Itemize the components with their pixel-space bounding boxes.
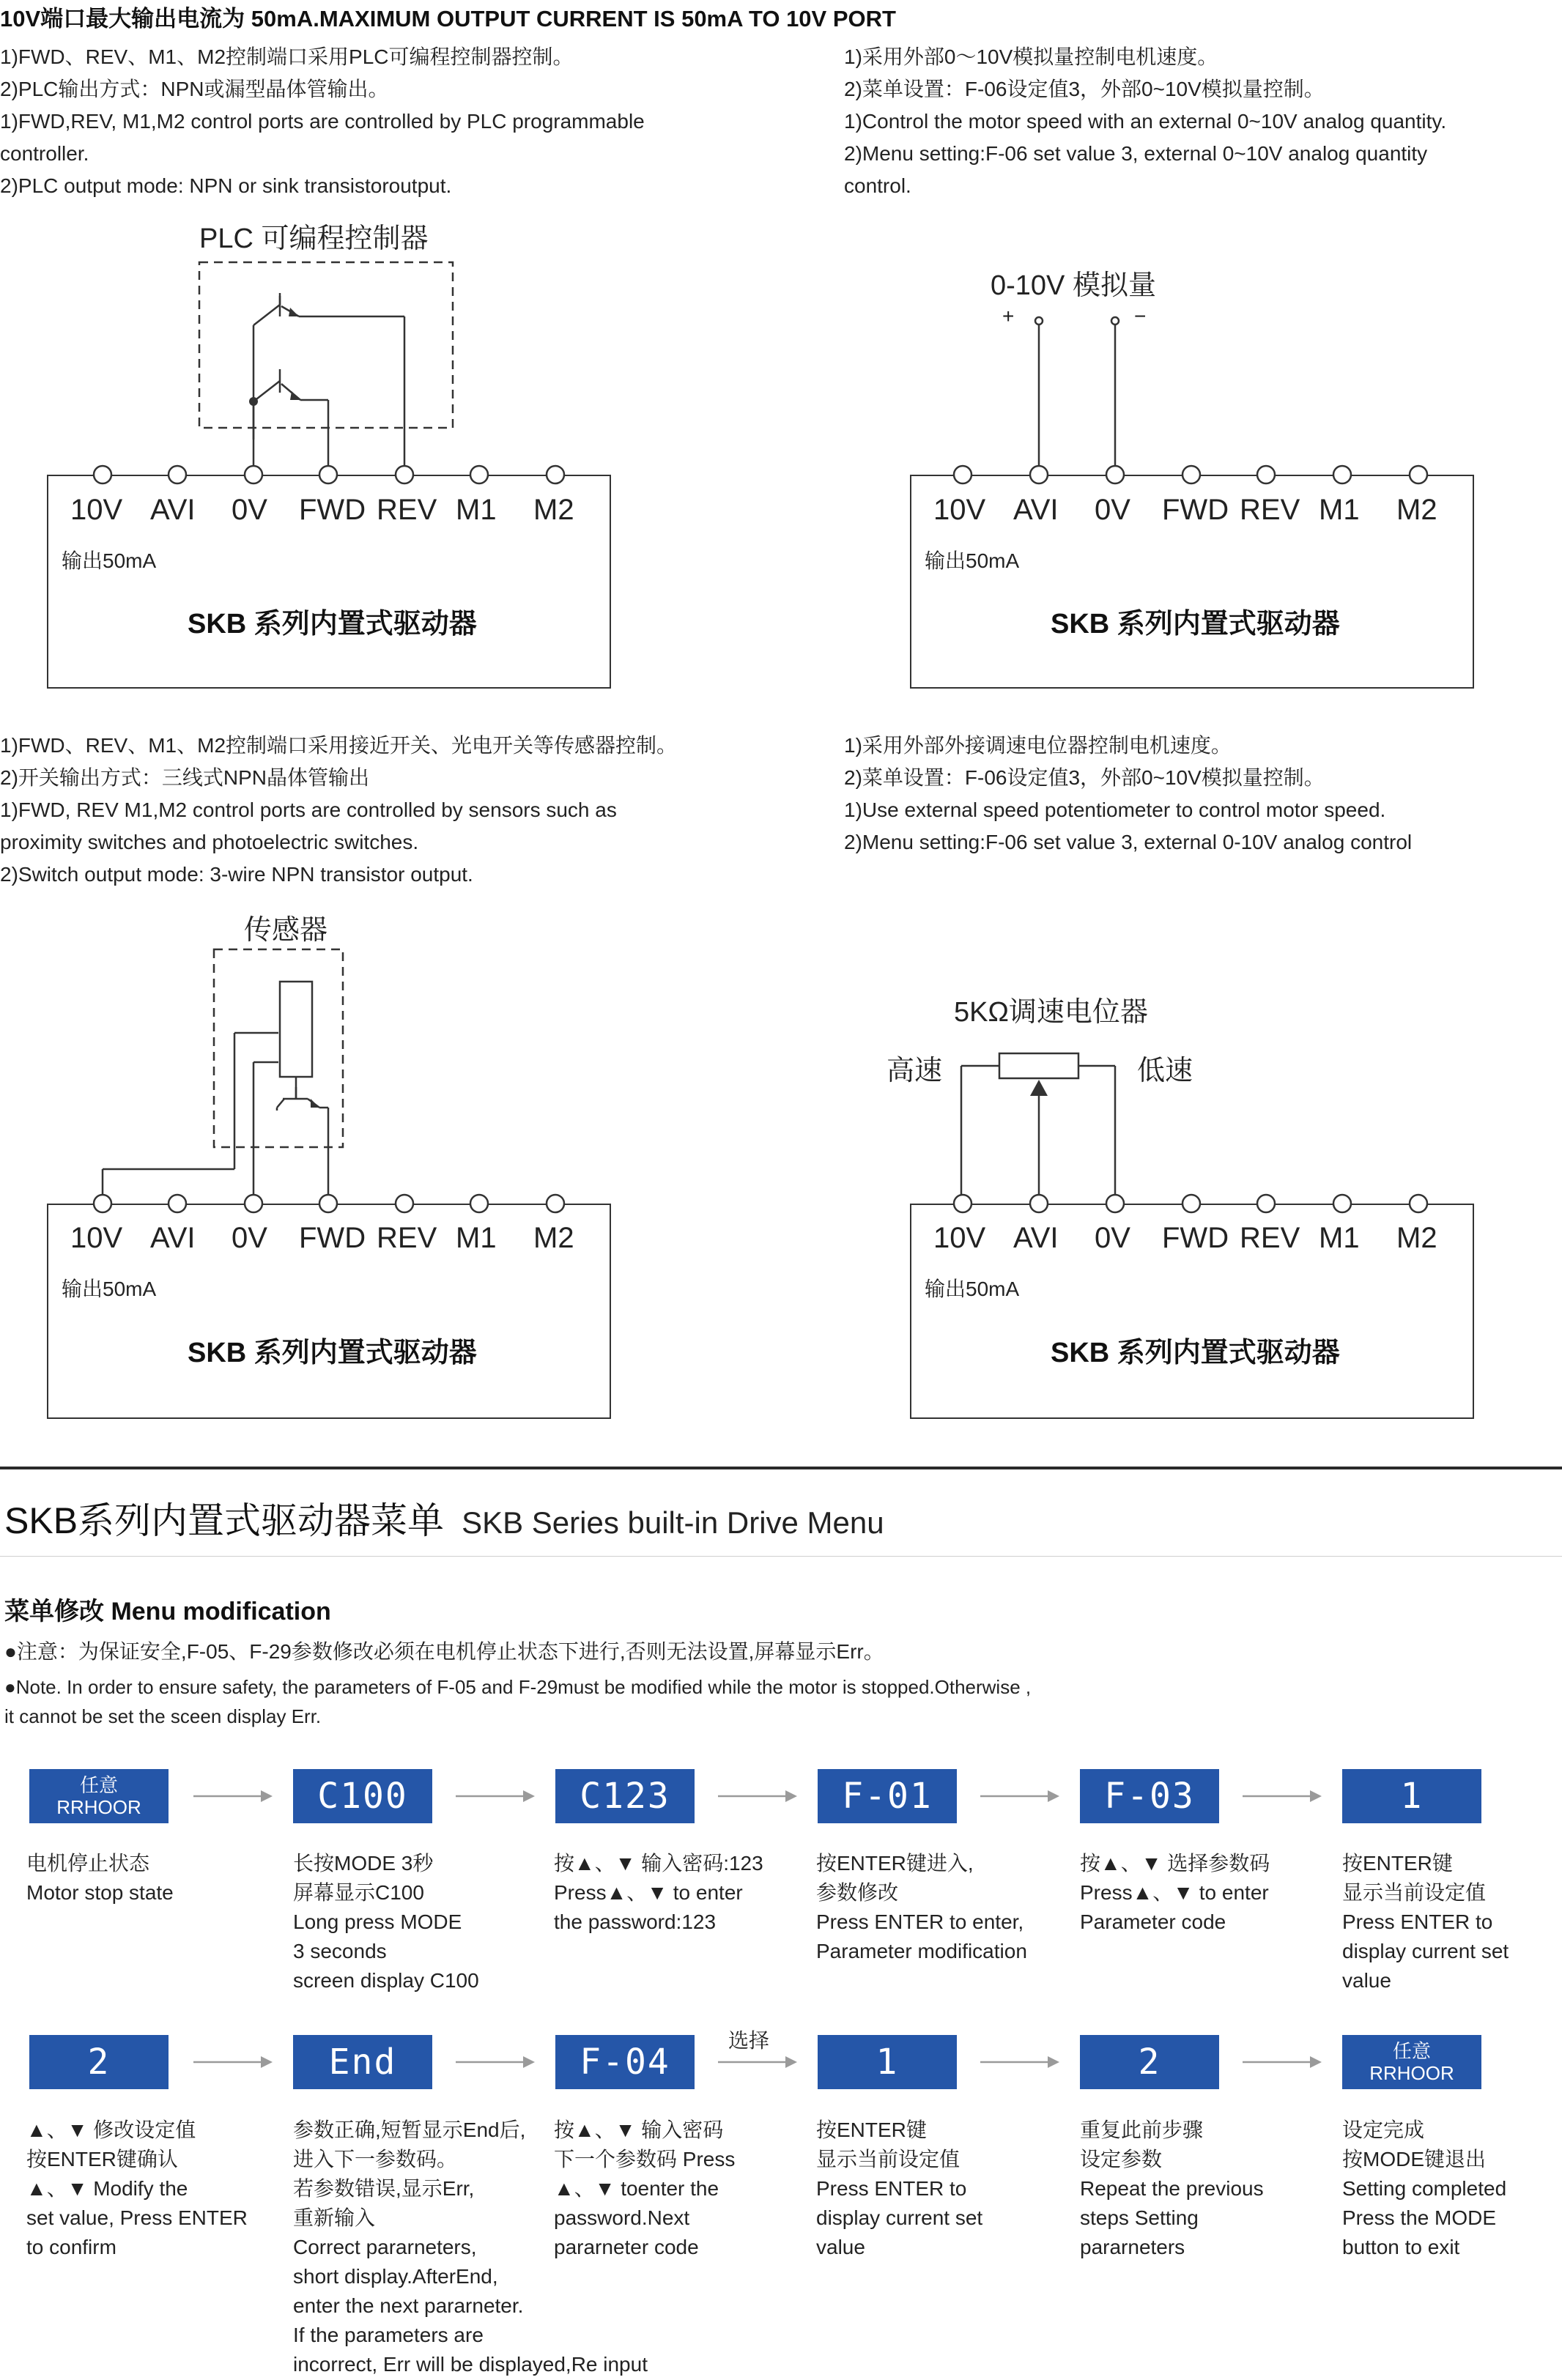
display-c123: C123 (555, 1769, 695, 1823)
driver-title: SKB 系列内置式驱动器 (1051, 609, 1340, 640)
terminal-label: AVI (150, 1222, 196, 1254)
analog-description: 1)采用外部0～10V模拟量控制电机速度。 2)菜单设置：F-06设定值3，外部0~10V模拟量控制。 1)Control the motor speed with an external 0~10V analog quantity. 2)Menu setting:F-06 set value 3, external 0~10V analog quantity control. (844, 45, 1447, 197)
display-f01: F-01 (818, 1769, 957, 1823)
pot-caption: 5KΩ调速电位器 (954, 997, 1148, 1028)
terminal-label: M1 (1319, 494, 1360, 526)
sensor-caption: 传感器 (244, 915, 328, 946)
display-value-2b: 2 (1080, 2035, 1219, 2089)
terminal-label: 0V (232, 1222, 267, 1254)
terminal-label: FWD (299, 494, 366, 526)
menu-section-title: SKB系列内置式驱动器菜单 SKB Series built-in Drive Menu (4, 1500, 884, 1541)
analog-caption: 0-10V 模拟量 (991, 270, 1156, 301)
driver-title: SKB 系列内置式驱动器 (188, 1338, 477, 1368)
terminal-label: REV (377, 494, 437, 526)
terminal-label: AVI (150, 494, 196, 526)
driver-title: SKB 系列内置式驱动器 (188, 609, 477, 640)
note-en-1: ●Note. In order to ensure safety, the parameters of F-05 and F-29must be modified while the motor is stopped.Otherwise , (4, 1676, 1032, 1698)
terminal-label: AVI (1013, 1222, 1059, 1254)
terminal-label: M2 (1396, 1222, 1437, 1254)
step-desc: 长按MODE 3秒 屏幕显示C100 Long press MODE 3 seconds screen display C100 (293, 1852, 479, 1992)
display-value-2: 2 (29, 2035, 169, 2089)
step-desc: 设定完成 按MODE键退出 Setting completed Press the MODE button to exit (1342, 2118, 1507, 2258)
plc-description: 1)FWD、REV、M1、M2控制端口采用PLC可编程控制器控制。 2)PLC输出方式：NPN或漏型晶体管输出。 1)FWD,REV, M1,M2 control ports are controlled by PLC programmable controller. 2)PLC output mode: NPN or sink transistoroutput. (0, 45, 645, 197)
terminal-label: 10V (70, 1222, 123, 1254)
terminal-label: 10V (933, 494, 986, 526)
display-any-exit: 任意 RRHOOR (1342, 2035, 1481, 2089)
menu-subtitle: 菜单修改 Menu modification (4, 1598, 331, 1625)
step-desc: 参数正确,短暂显示End后, 进入下一参数码。 若参数错误,显示Err, 重新输入 Correct pararneters, short display.AfterEnd, enter the next pararneter. If the parameters are incorrect, Err will be displayed,Re input (293, 2118, 648, 2376)
terminal-label: M2 (533, 1222, 574, 1254)
terminal-label: M1 (456, 494, 497, 526)
terminal-label: M1 (456, 1222, 497, 1254)
step-desc: 按▲、▼ 输入密码 下一个参数码 Press ▲、▼ toenter the password.Next pararneter code (554, 2118, 736, 2258)
display-c100: C100 (293, 1769, 432, 1823)
output-current-label: 输出50mA (925, 1278, 1020, 1300)
display-end: End (293, 2035, 432, 2089)
step-desc: 按ENTER键 显示当前设定值 Press ENTER to display current set value (1342, 1852, 1509, 1992)
terminal-label: FWD (1162, 494, 1229, 526)
terminal-label: FWD (299, 1222, 366, 1254)
terminal-label: 10V (70, 494, 123, 526)
arrow-select-label: 选择 (728, 2029, 770, 2052)
driver-title: SKB 系列内置式驱动器 (1051, 1338, 1340, 1368)
output-current-label: 输出50mA (62, 1278, 157, 1300)
minus-label: − (1134, 305, 1147, 327)
terminal-label: M2 (533, 494, 574, 526)
terminal-label: 0V (1095, 1222, 1130, 1254)
page-title: 10V端口最大输出电流为 50mA.MAXIMUM OUTPUT CURRENT IS 50mA TO 10V PORT (0, 6, 896, 31)
step-desc: 按▲、▼ 输入密码:123 Press▲、▼ to enter the password:123 (554, 1852, 763, 1933)
terminal-label: REV (1240, 494, 1300, 526)
terminal-label: REV (1240, 1222, 1300, 1254)
display-value-1: 1 (1342, 1769, 1481, 1823)
terminal-label: REV (377, 1222, 437, 1254)
output-current-label: 输出50mA (62, 549, 157, 572)
low-speed-label: 低速 (1137, 1056, 1193, 1086)
display-f03: F-03 (1080, 1769, 1219, 1823)
note-cn: ●注意：为保证安全,F-05、F-29参数修改必须在电机停止状态下进行,否则无法设置,屏幕显示Err。 (4, 1640, 884, 1663)
sensor-description: 1)FWD、REV、M1、M2控制端口采用接近开关、光电开关等传感器控制。 2)开关输出方式：三线式NPN晶体管输出 1)FWD, REV M1,M2 control ports are controlled by sensors such as proximity switches and photoelectric switches. 2)Switch output mode: 3-wire NPN transistor output. (0, 734, 678, 886)
terminal-label: FWD (1162, 1222, 1229, 1254)
step-desc: 按▲、▼ 选择参数码 Press▲、▼ to enter Parameter code (1080, 1852, 1270, 1933)
step-desc: 重复此前步骤 设定参数 Repeat the previous steps Setting pararneters (1080, 2118, 1264, 2258)
display-any: 任意 RRHOOR (29, 1769, 169, 1823)
terminal-label: 0V (1095, 494, 1130, 526)
terminal-label: M2 (1396, 494, 1437, 526)
step-desc: 按ENTER键 显示当前设定值 Press ENTER to display current set value (816, 2118, 983, 2258)
display-f04: F-04 (555, 2035, 695, 2089)
pot-description: 1)采用外部外接调速电位器控制电机速度。 2)菜单设置：F-06设定值3，外部0~10V模拟量控制。 1)Use external speed potentiometer to control motor speed. 2)Menu setting:F-06 set value 3, external 0-10V analog control (844, 734, 1413, 853)
step-desc: 电机停止状态 Motor stop state (26, 1852, 174, 1904)
note-en-2: it cannot be set the sceen display Err. (4, 1705, 322, 1727)
plc-caption: PLC 可编程控制器 (199, 223, 429, 254)
output-current-label: 输出50mA (925, 549, 1020, 572)
display-value-1b: 1 (818, 2035, 957, 2089)
step-desc: 按ENTER键进入, 参数修改 Press ENTER to enter, Parameter modification (816, 1852, 1027, 1962)
terminal-label: AVI (1013, 494, 1059, 526)
plus-label: + (1002, 305, 1015, 327)
high-speed-label: 高速 (887, 1056, 943, 1086)
terminal-label: 0V (232, 494, 267, 526)
step-desc: ▲、▼ 修改设定值 按ENTER键确认 ▲、▼ Modify the set value, Press ENTER to confirm (26, 2118, 248, 2258)
terminal-label: 10V (933, 1222, 986, 1254)
terminal-label: M1 (1319, 1222, 1360, 1254)
